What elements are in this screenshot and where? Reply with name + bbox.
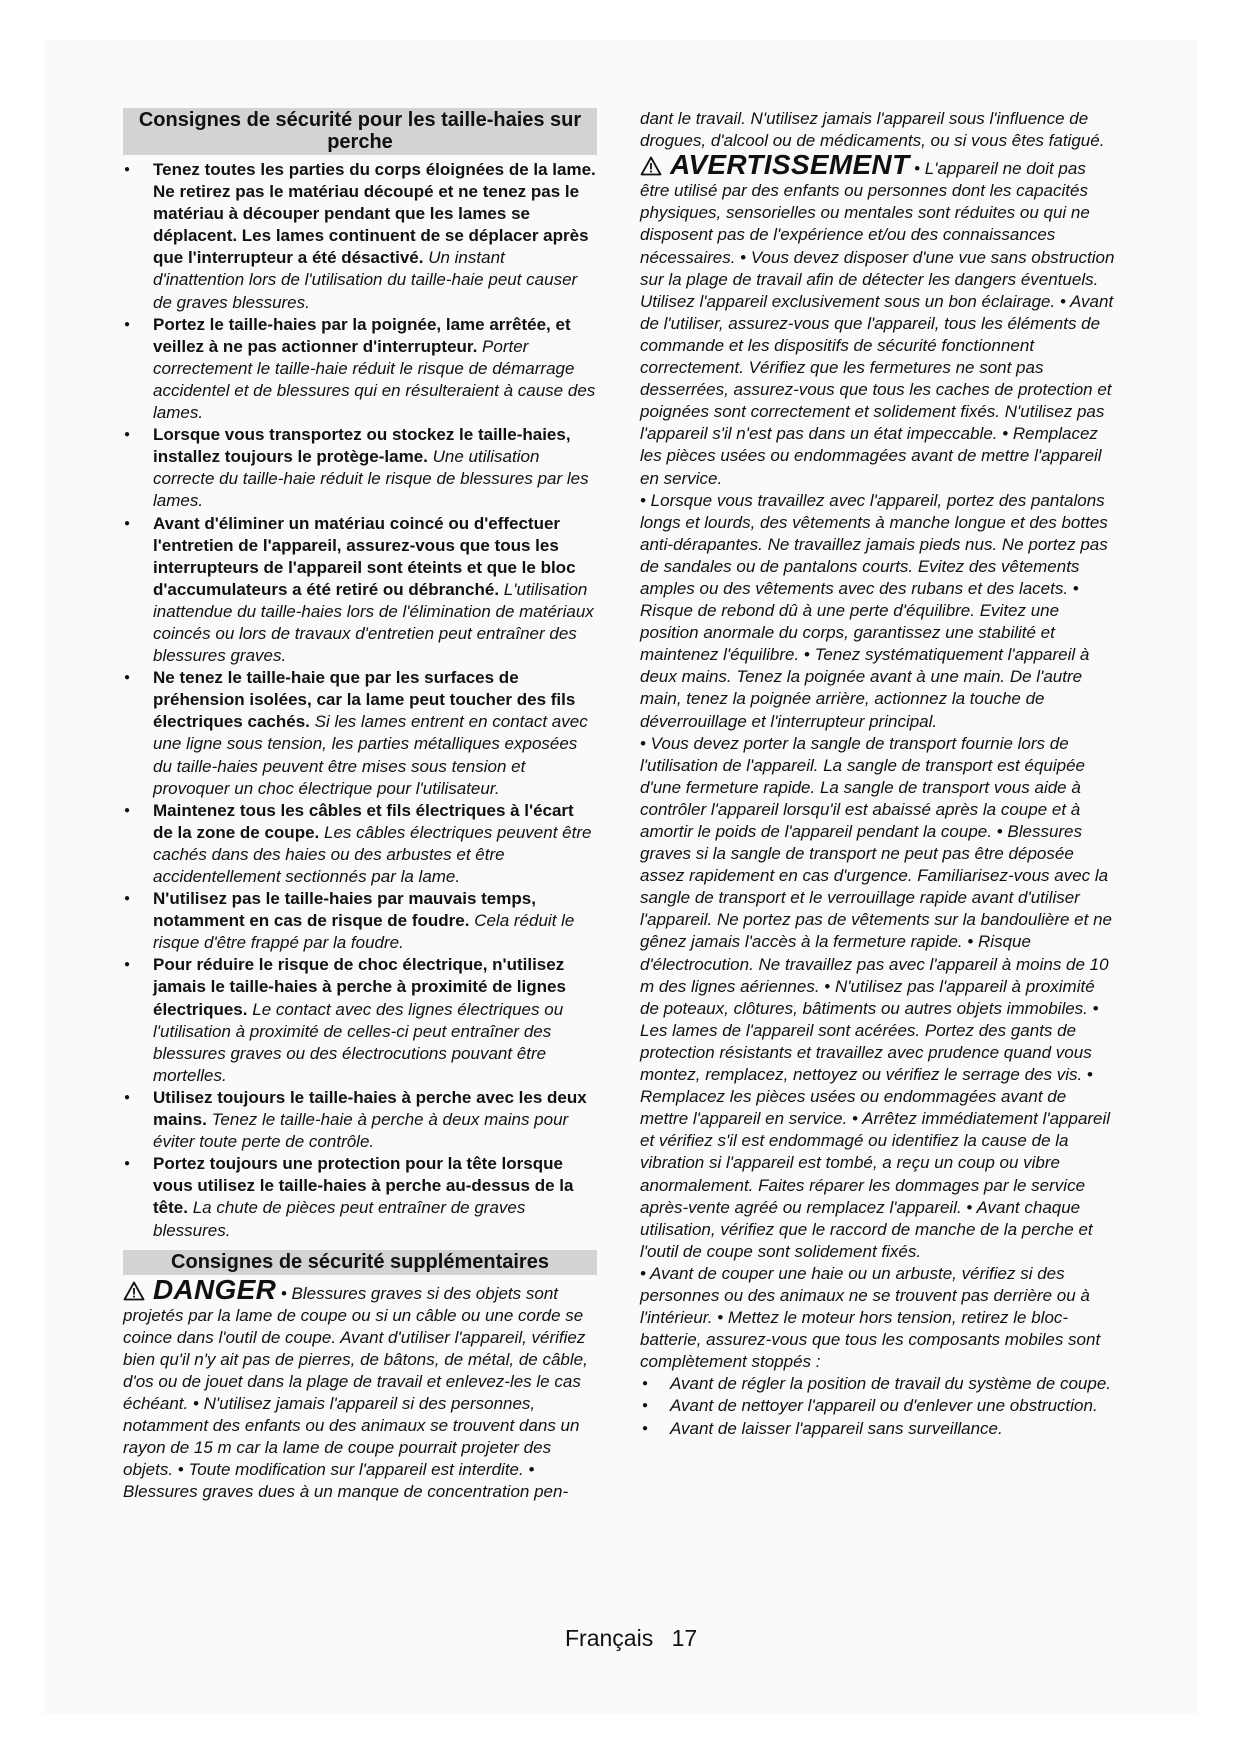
list-item: ● N'utilisez pas le taille-haies par mauvais temps, notamment en cas de risque de foudre. Cela réduit le risque d'être frappé par la foudre.	[123, 888, 597, 954]
warning-triangle-icon	[123, 1281, 145, 1301]
list-item: ● Portez toujours une protection pour la tête lorsque vous utilisez le taille-haies à perche au-dessus de la tête. La chute de pièces peut entraîner de graves blessures.	[123, 1153, 597, 1241]
strap-paragraph: • Vous devez porter la sangle de transport fournie lors de l'utilisation de l'appareil. La sangle de transport est équipée d'une fermeture rapide. La sangle de transport vous aide à contrôler l'appareil lorsqu'il est abaissé après la coupe et à amortir le poids de l'appareil pendant la coupe. • Blessures graves si la sangle de transport ne peut pas être déposée assez rapidement en cas d'urgence. Familiarisez-vous avec la sangle de transport et le verrouillage rapide avant d'utiliser l'appareil. Ne portez pas de vêtements sur la bandoulière et ne gênez jamais l'accès à la fermeture rapide. • Risque d'électrocution. Ne travaillez pas avec l'appareil à moins de 10 m des lignes aériennes. • N'utilisez pas l'appareil à proximité de poteaux, clôtures, bâtiments ou autres objets immobiles. • Les lames de l'appareil sont acérées. Portez des gants de protection résistants et travaillez avec prudence quand vous montez, remplacez, nettoyez ou vérifiez le serrage des vis. • Remplacez les pièces usées ou endommagées avant de mettre l'appareil en service. • Arrêtez immédiatement l'appareil et vérifiez s'il est endommagé ou identifiez la cause de la vibration si l'appareil est tombé, a reçu un coup ou vibre anormalement. Faites réparer les dommages par le service après-vente agréé ou remplacez l'appareil. • Avant chaque utilisation, vérifiez que le raccord de manche de la perche et l'outil de coupe sont solidement fixés.	[640, 733, 1112, 1261]
warning-label: AVERTISSEMENT	[670, 149, 910, 181]
page-footer	[565, 1625, 697, 1652]
list-item: ● Maintenez tous les câbles et fils électriques à l'écart de la zone de coupe. Les câbles électriques peuvent être cachés dans des haies ou des arbustes et être accidentellement sectionnés par la lame.	[123, 800, 597, 888]
section-heading-pole-hedge-trimmer: Consignes de sécurité pour les taille-haies sur perche	[123, 108, 597, 155]
danger-label: DANGER	[153, 1273, 277, 1305]
before-cutting-paragraph: • Avant de couper une haie ou un arbuste, vérifiez si des personnes ou des animaux ne se trouvent pas derrière ou à l'intérieur. • Mettez le moteur hors tension, retirez le bloc-batterie, assurez-vous que tous les composants mobiles sont complètement stoppés :	[640, 1263, 1101, 1372]
left-column	[123, 108, 597, 1504]
list-item: ● Avant de régler la position de travail du système de coupe.	[640, 1373, 1118, 1395]
continued-paragraph: dant le travail. N'utilisez jamais l'appareil sous l'influence de drogues, d'alcool ou de médicaments, ou si vous êtes fatigué.	[640, 109, 1105, 151]
list-item: ● Avant de laisser l'appareil sans surveillance.	[640, 1418, 1118, 1440]
danger-paragraph	[123, 1273, 597, 1504]
list-item: ● Avant d'éliminer un matériau coincé ou d'effectuer l'entretien de l'appareil, assurez-vous que tous les interrupteurs de l'appareil sont éteints et que le bloc d'accumulateurs a été retiré ou débranché. L'utilisation inattendue du taille-haies lors de l'élimination de matériaux coincés ou lors de travaux d'entretien peut entraîner des blessures graves.	[123, 513, 597, 668]
list-item: ● Lorsque vous transportez ou stockez le taille-haies, installez toujours le protège-lame. Une utilisation correcte du taille-haie réduit le risque de blessures par les lames.	[123, 424, 597, 512]
list-item: ● Portez le taille-haies par la poignée, lame arrêtée, et veillez à ne pas actionner d'interrupteur. Porter correctement le taille-haie réduit le risque de démarrage accidentel et de blessures qui en résulteraient à cause des lames.	[123, 314, 597, 424]
warning-triangle-icon	[640, 156, 662, 176]
warning-text: • L'appareil ne doit pas être utilisé par des enfants ou personnes dont les capacités physiques, sensorielles ou mentales sont réduites ou qui ne disposent pas de l'expérience et/ou des connaissances nécessaires. • Vous devez disposer d'une vue sans obstruction sur la plage de travail afin de détecter les dangers éventuels. Utilisez l'appareil exclusivement sous un bon éclairage. • Avant de l'utiliser, assurez-vous que l'appareil, tous les éléments de commande et les dispositifs de sécurité fonctionnent correctement. Vérifiez que les fermetures ne sont pas desserrées, assurez-vous que tous les caches de protection et poignées sont correctement et solidement fixés. N'utilisez pas l'appareil s'il n'est pas dans un état impeccable. • Remplacez les pièces usées ou endommagées avant de mettre l'appareil en service.	[640, 159, 1115, 488]
list-item: ● Avant de nettoyer l'appareil ou d'enlever une obstruction.	[640, 1395, 1118, 1417]
stop-conditions-list	[640, 1373, 1118, 1439]
list-item: ● Pour réduire le risque de choc électrique, n'utilisez jamais le taille-haies à perche à proximité de lignes électriques. Le contact avec des lignes électriques ou l'utilisation à proximité de celles-ci peut entraîner des blessures graves ou des électrocutions pouvant être mortelles.	[123, 954, 597, 1087]
list-item: ● Tenez toutes les parties du corps éloignées de la lame. Ne retirez pas le matériau découpé et ne tenez pas le matériau à découper pendant que les lames se déplacent. Les lames continuent de se déplacer après que l'interrupteur a été désactivé. Un instant d'inattention lors de l'utilisation du taille-haie peut causer de graves blessures.	[123, 159, 597, 314]
list-item: ● Utilisez toujours le taille-haies à perche avec les deux mains. Tenez le taille-haie à perche à deux mains pour éviter toute perte de contrôle.	[123, 1087, 597, 1153]
right-column	[640, 108, 1118, 1440]
section-heading-additional-safety: Consignes de sécurité supplémentaires	[123, 1250, 597, 1275]
page-number: 17	[671, 1625, 698, 1651]
clothing-paragraph: • Lorsque vous travaillez avec l'appareil, portez des pantalons longs et lourds, des vêtements à manche longue et des bottes anti-dérapantes. Ne travaillez jamais pieds nus. Ne portez pas de sandales ou de pantalons courts. Evitez des vêtements amples ou des vêtements avec des rubans et des lacets. • Risque de rebond dû à une perte d'équilibre. Evitez une position anormale du corps, garantissez une stabilité et maintenez l'équilibre. • Tenez systématiquement l'appareil à deux mains. Tenez la poignée avant à une main. De l'autre main, tenez la poignée arrière, actionnez la touche de déverrouillage et l'interrupteur principal.	[640, 490, 1108, 731]
warning-paragraph	[640, 149, 1118, 489]
safety-rules-list	[123, 159, 597, 1242]
list-item: ● Ne tenez le taille-haie que par les surfaces de préhension isolées, car la lame peut toucher des fils électriques cachés. Si les lames entrent en contact avec une ligne sous tension, les parties métalliques exposées du taille-haies peuvent être mises sous tension et provoquer un choc électrique pour l'utilisateur.	[123, 667, 597, 800]
footer-language: Français	[565, 1625, 654, 1651]
danger-text: • Blessures graves si des objets sont projetés par la lame de coupe ou si un câble ou une corde se coince dans l'outil de coupe. Avant d'utiliser l'appareil, vérifiez bien qu'il n'y ait pas de pierres, de bâtons, de métal, de câble, d'os ou de jouet dans la plage de travail et enlevez-les le cas échéant. • N'utilisez jamais l'appareil si des personnes, notamment des enfants ou des animaux se trouvent dans un rayon de 15 m car la lame de coupe pourrait projeter des objets. • Toute modification sur l'appareil est interdite. • Blessures graves dues à un manque de concentration pen-	[123, 1283, 588, 1502]
